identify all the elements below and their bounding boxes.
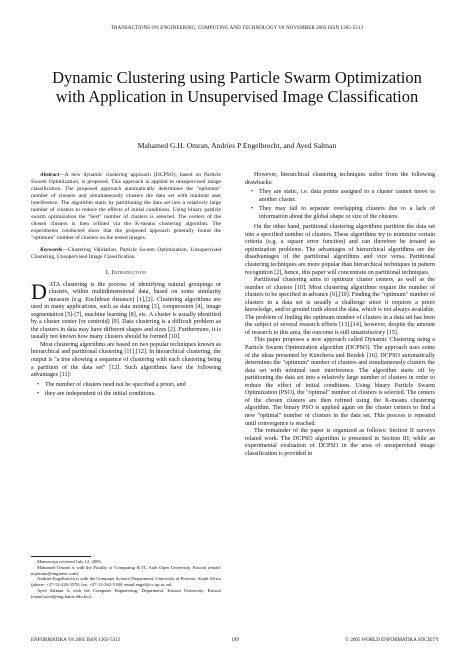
author-list: Mahamed G.H. Omran, Andries P Engelbrecht, and Ayed Salman (137, 141, 337, 150)
keywords (31, 247, 221, 261)
footnote: Ayed Salman is with the Computer Engineering, Department, Kuwait University, Kuwait (email:ayed@eng.kuniv.edu.kw). (31, 587, 221, 599)
footnote: Andries Engelbrecht is with the Computer Science Department, University of Pretoria, South Africa (phone: +27-12-420-3578; fax: +27-12-362-5188; email:engel@cs.up.ac.za). (31, 576, 221, 588)
footer-journal: ENFORMATIKA V8 2005 ISSN 1305-5313 (31, 638, 121, 643)
abstract-text: —A new dynamic clustering approach (DCPSO), based on Particle Swarm Optimization, is proposed. This approach is applied to unsupervised image classification. The proposed approach automatically determines the "optimum" number of clusters and simultaneously clusters the data set with minimal user interference. The algorithm starts by partitioning the data set into a relatively large number of clusters to reduce the effects of initial conditions. Using binary particle swarm optimization the "best" number of clusters is selected. The centers of the chosen clusters is then refined via the K-means clustering algorithm. The experiments conducted show that the proposed approach generally found the "optimum" number of clusters on the tested images. (31, 172, 221, 241)
right-paragraph-2: On the other hand, partitional clustering algorithms partition the data set into a specified number of clusters. These algorithms try to minimize certain criteria (e.g. a square error function) and can therefore be treated as optimization problems. The advantages of hierarchical algorithms are the disadvantages of the partitional algorithms and vice versa. Partitional clustering techniques are more popular than hierarchical techniques in pattern recognition [2], hence, this paper will concentrate on partitional techniques. (245, 224, 435, 276)
paper-title: Dynamic Clustering using Particle Swarm Optimization with Application in Unsupervised Image Classification (52, 68, 422, 106)
drawbacks-list (245, 189, 435, 221)
list-item: • They are static, i.e. data points assigned to a cluster cannot move to another cluster. (259, 189, 435, 204)
section-heading-introduction: I. Introduction (105, 269, 147, 276)
footnote-divider (31, 556, 91, 557)
intro-paragraph-1-text: ATA clustering is the process of identifying natural groupings or clusters, within multidimensional data, based on some similarity measure (e.g. Euclidean distance) [1],[2]. Clustering algorithms are used in many applications, such as data mining [3], compression [4], image segmentation [5]-[7], machine learning [8], etc. A cluster is usually identified by a cluster center (or centroid) [9]. Data clustering is a difficult problem as the clusters in data may have different shapes and sizes [2]. Furthermore, it is usually not known how many clusters should be formed [10]. (31, 281, 221, 341)
list-item: • They may fail to separate overlapping clusters due to a lack of information about the global shape or size of the clusters. (259, 206, 435, 221)
right-paragraph-5: The remainder of the paper is organized as follows: Section II surveys related work. The DCPSO algorithm is presented in Section III, while an experimental evaluation of DCPSO in the area of unsupervised image classification is provided in (245, 428, 435, 457)
page-number: 199 (231, 638, 239, 643)
right-paragraph-1: However, hierarchical clustering techniques suffer from the following drawbacks: (245, 172, 435, 186)
footnote: Manuscript received July 12, 2005. (37, 559, 102, 564)
right-paragraph-3: Partitional clustering aims to optimize cluster centers, as well as the number of clusters [10]. Most clustering algorithms require the number of clusters to be specified in advance [9],[10]. Finding the "optimum" number of clusters in a data set is usually a challenge since it requires a priori knowledge, and/or ground truth about the data, which is not always available. The problem of finding the optimum number of clusters in a data set has been the subject of several research efforts [13],[14], however, despite the amount of research in this area, the outcome is still unsatisfactory [15]. (245, 277, 435, 336)
abstract (31, 172, 221, 242)
running-header: TRANSACTIONS ON ENGINEERING, COMPUTING AND TECHNOLOGY V8 NOVEMBER 2005 ISSN 1305-5313 (110, 26, 364, 31)
right-column (245, 172, 435, 458)
list-item: • they are independent of the initial conditions. (45, 391, 221, 399)
left-column (31, 172, 221, 402)
abstract-label: Abstract (40, 172, 60, 178)
intro-paragraph-2: Most clustering algorithms are based on two popular techniques known as hierarchical and partitional clustering [11],[12]. In hierarchical clustering, the output is "a tree showing a sequence of clustering with each clustering being a partition of the data set" [12]. Such algorithms have the following advantages [11]: (31, 341, 221, 379)
intro-paragraph-1 (31, 278, 221, 342)
keywords-label: Keywords (40, 247, 63, 253)
footnotes (31, 559, 221, 600)
footnote: Mahamed Omran is with the Faculty of Computing & IT, Arab Open University, Kuwait (email: mjomran@engineer.com). (31, 564, 221, 576)
drop-cap: D (31, 278, 47, 304)
right-paragraph-4: This paper proposes a new approach called Dynamic Clustering using a Particle Swarm Optimization algorithm (DCPSO). The approach uses some of the ideas presented by Kuncheva and Bezdek [16]. DCPSO automatically determines the "optimum" number of clusters and simultaneously clusters the data set with minimal user interference. The algorithm starts off by partitioning the data set into a relatively large number of clusters in order to reduce the effect of initial conditions. Using binary Particle Swarm Optimization (PSO), the "optimal" number of clusters is selected. The centers of the chosen clusters are then refined using the K-means clustering algorithm. The binary PSO is applied again on the cluster centers to find a new "optimal" number of clusters in the data set. This process is repeated until convergence is reached. (245, 337, 435, 427)
keywords-text: —Clustering Validation, Particle Swarm Optimization, Unsupervised Clustering, Unsupervised Image Classification. (31, 247, 221, 260)
footer-copyright: © 2005 WORLD ENFORMATIKA SOCIETY (345, 638, 439, 643)
advantages-list (31, 382, 221, 399)
list-item: • The number of clusters need not be specified a priori, and (45, 382, 221, 390)
